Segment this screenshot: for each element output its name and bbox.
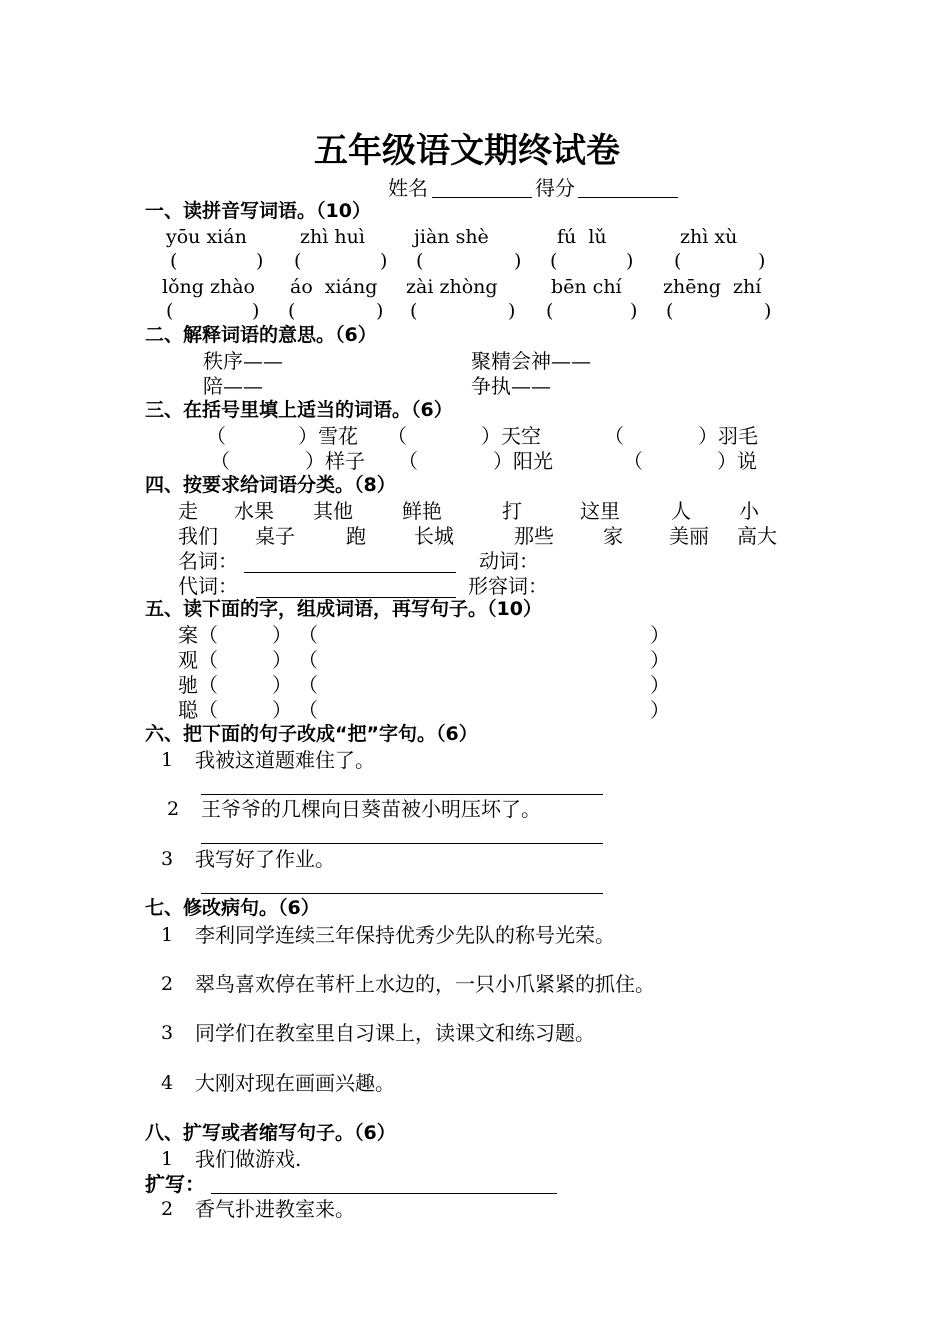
word-item: 家 bbox=[603, 524, 623, 548]
name-blank[interactable] bbox=[432, 197, 532, 198]
sentence-paren-open: （ bbox=[298, 648, 318, 672]
answer-paren-close: ) bbox=[256, 250, 264, 272]
word-paren-open: （ bbox=[198, 648, 218, 672]
answer-paren-close: ) bbox=[508, 300, 516, 322]
word-item: 鲜艳 bbox=[402, 499, 442, 523]
sentence-text: 我们做游戏. bbox=[195, 1147, 302, 1171]
word-item: 其他 bbox=[313, 499, 353, 523]
fill-item: ）样子 bbox=[305, 449, 365, 473]
verb-label: 动词： bbox=[479, 549, 539, 573]
answer-paren-open: ( bbox=[674, 250, 682, 272]
item-number: 3 bbox=[161, 848, 174, 870]
char-item: 案 bbox=[178, 623, 198, 647]
char-item: 驰 bbox=[178, 673, 198, 697]
section-1-heading: 一、读拼音写词语。（10） bbox=[145, 200, 371, 222]
fill-open: （ bbox=[398, 449, 418, 473]
word-paren-close: ） bbox=[272, 648, 292, 672]
section-7-heading: 七、修改病句。（6） bbox=[145, 897, 320, 919]
word-item: 打 bbox=[502, 499, 522, 523]
word-item: 小 bbox=[739, 499, 759, 523]
word-item: 陪—— bbox=[203, 374, 263, 398]
sentence-text: 王爷爷的几棵向日葵苗被小明压坏了。 bbox=[201, 797, 541, 821]
answer-paren-close: ) bbox=[630, 300, 638, 322]
section-5-heading: 五、读下面的字，组成词语，再写句子。（10） bbox=[145, 598, 542, 620]
fill-item: ）说 bbox=[717, 449, 757, 473]
answer-paren-open: ( bbox=[166, 300, 174, 322]
noun-label: 名词： bbox=[178, 549, 238, 573]
answer-paren-close: ) bbox=[626, 250, 634, 272]
word-paren-open: （ bbox=[198, 673, 218, 697]
adjective-label: 形容词： bbox=[468, 574, 548, 598]
word-item: 我们 bbox=[178, 524, 218, 548]
sentence-text: 香气扑进教室来。 bbox=[195, 1197, 355, 1221]
item-number: 1 bbox=[161, 1148, 174, 1170]
char-item: 聪 bbox=[178, 698, 198, 722]
word-paren-open: （ bbox=[198, 698, 218, 722]
answer-line[interactable] bbox=[201, 843, 603, 844]
word-item: 秩序—— bbox=[203, 349, 283, 373]
answer-paren-open: ( bbox=[294, 250, 302, 272]
answer-line[interactable] bbox=[201, 794, 603, 795]
pinyin-item: zài zhòng bbox=[406, 276, 498, 298]
answer-paren-open: ( bbox=[666, 300, 674, 322]
fill-item: ）天空 bbox=[481, 424, 541, 448]
fill-item: ）雪花 bbox=[298, 424, 358, 448]
sentence-paren-close: ） bbox=[650, 673, 670, 697]
score-label: 得分 bbox=[535, 176, 575, 200]
item-number: 1 bbox=[161, 749, 174, 771]
word-item: 聚精会神—— bbox=[471, 349, 591, 373]
answer-paren-open: ( bbox=[410, 300, 418, 322]
answer-paren-close: ) bbox=[376, 300, 384, 322]
item-number: 2 bbox=[161, 1198, 174, 1220]
expand-answer-line[interactable] bbox=[211, 1193, 557, 1194]
pinyin-item: fú lǔ bbox=[557, 226, 607, 248]
fill-open: （ bbox=[387, 424, 407, 448]
word-item: 这里 bbox=[580, 499, 620, 523]
answer-paren-close: ) bbox=[252, 300, 260, 322]
fill-item: ）羽毛 bbox=[698, 424, 758, 448]
pinyin-item: zhì huì bbox=[300, 226, 365, 248]
name-label: 姓名 bbox=[388, 176, 428, 200]
sentence-text: 同学们在教室里自习课上，读课文和练习题。 bbox=[195, 1021, 595, 1045]
pinyin-item: jiàn shè bbox=[414, 226, 489, 248]
sentence-text: 我被这道题难住了。 bbox=[195, 748, 375, 772]
sentence-text: 大刚对现在画画兴趣。 bbox=[195, 1071, 395, 1095]
word-item: 跑 bbox=[346, 524, 366, 548]
sentence-paren-open: （ bbox=[298, 698, 318, 722]
sentence-paren-close: ） bbox=[650, 698, 670, 722]
pinyin-item: zhì xù bbox=[680, 226, 738, 248]
word-item: 人 bbox=[671, 499, 691, 523]
fill-item: ）阳光 bbox=[493, 449, 553, 473]
sentence-paren-close: ） bbox=[650, 623, 670, 647]
word-item: 长城 bbox=[414, 524, 454, 548]
char-item: 观 bbox=[178, 648, 198, 672]
pinyin-item: lǒng zhào bbox=[162, 276, 255, 298]
pinyin-item: áo xiáng bbox=[290, 276, 378, 298]
word-paren-close: ） bbox=[272, 673, 292, 697]
section-4-heading: 四、按要求给词语分类。（8） bbox=[145, 474, 396, 496]
word-item: 桌子 bbox=[255, 524, 295, 548]
item-number: 1 bbox=[161, 924, 174, 946]
word-item: 美丽 bbox=[669, 524, 709, 548]
item-number: 2 bbox=[161, 973, 174, 995]
word-item: 走 bbox=[178, 499, 198, 523]
answer-paren-open: ( bbox=[416, 250, 424, 272]
section-6-heading: 六、把下面的句子改成“把”字句。（6） bbox=[145, 723, 478, 745]
word-item: 高大 bbox=[737, 524, 777, 548]
fill-open: （ bbox=[623, 449, 643, 473]
score-blank[interactable] bbox=[578, 197, 678, 198]
section-8-heading: 八、扩写或者缩写句子。（6） bbox=[145, 1122, 396, 1144]
sentence-paren-open: （ bbox=[298, 673, 318, 697]
pronoun-label: 代词： bbox=[178, 574, 238, 598]
answer-paren-close: ) bbox=[380, 250, 388, 272]
item-number: 4 bbox=[161, 1072, 174, 1094]
answer-line[interactable] bbox=[201, 893, 603, 894]
fill-open: （ bbox=[604, 424, 624, 448]
answer-paren-open: ( bbox=[170, 250, 178, 272]
sentence-paren-close: ） bbox=[650, 648, 670, 672]
item-number: 3 bbox=[161, 1022, 174, 1044]
word-item: 那些 bbox=[514, 524, 554, 548]
word-paren-open: （ bbox=[198, 623, 218, 647]
answer-paren-open: ( bbox=[550, 250, 558, 272]
answer-paren-open: ( bbox=[546, 300, 554, 322]
answer-paren-close: ) bbox=[764, 300, 772, 322]
word-paren-close: ） bbox=[272, 698, 292, 722]
word-item: 水果 bbox=[234, 499, 274, 523]
word-item: 争执—— bbox=[471, 374, 551, 398]
sentence-text: 我写好了作业。 bbox=[195, 847, 335, 871]
page-title: 五年级语文期终试卷 bbox=[314, 131, 620, 171]
pinyin-item: zhēng zhí bbox=[663, 276, 762, 298]
section-3-heading: 三、在括号里填上适当的词语。（6） bbox=[145, 399, 453, 421]
item-number: 2 bbox=[167, 798, 180, 820]
sentence-text: 李利同学连续三年保持优秀少先队的称号光荣。 bbox=[195, 923, 615, 947]
sentence-paren-open: （ bbox=[298, 623, 318, 647]
sentence-text: 翠鸟喜欢停在苇杆上水边的，一只小爪紧紧的抓住。 bbox=[195, 972, 655, 996]
pinyin-item: yōu xián bbox=[166, 226, 247, 248]
word-paren-close: ） bbox=[272, 623, 292, 647]
answer-paren-close: ) bbox=[758, 250, 766, 272]
answer-paren-open: ( bbox=[288, 300, 296, 322]
answer-paren-close: ) bbox=[514, 250, 522, 272]
noun-blank[interactable] bbox=[244, 572, 456, 573]
section-2-heading: 二、解释词语的意思。（6） bbox=[145, 324, 377, 346]
fill-open: （ bbox=[210, 449, 230, 473]
fill-open: （ bbox=[206, 424, 226, 448]
expand-label: 扩写： bbox=[145, 1172, 205, 1196]
pinyin-item: bēn chí bbox=[551, 276, 622, 298]
